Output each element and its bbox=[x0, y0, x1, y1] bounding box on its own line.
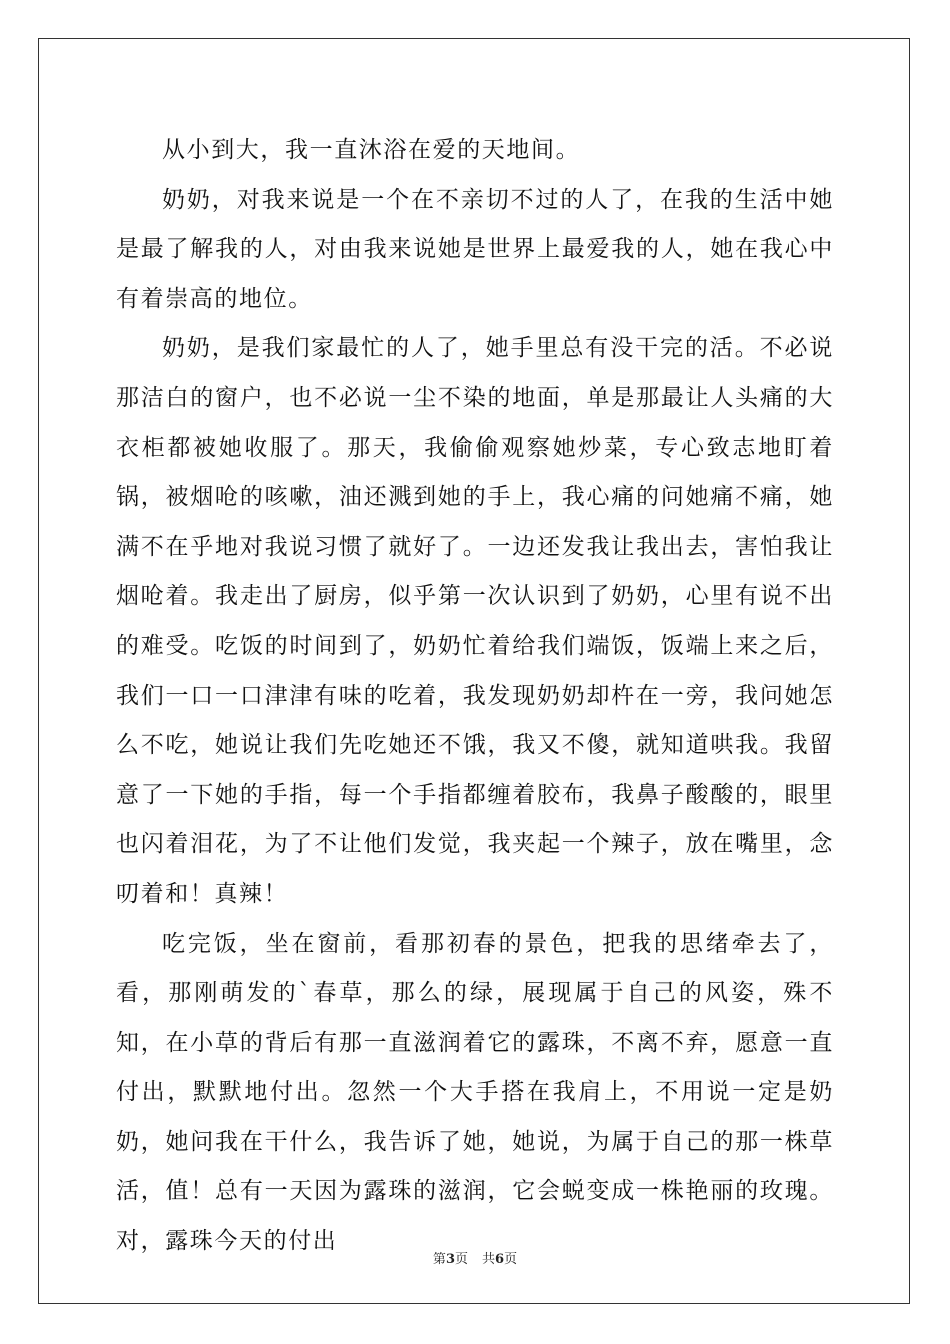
page-current: 3 bbox=[445, 1252, 455, 1267]
paragraph-2: 奶奶，对我来说是一个在不亲切不过的人了，在我的生活中她是最了解我的人，对由我来说她是世界上最爱我的人，她在我心中有着崇高的地位。 bbox=[116, 186, 834, 312]
page-suffix: 页 bbox=[454, 1252, 468, 1267]
paragraph-3: 奶奶，是我们家最忙的人了，她手里总有没干完的活。不必说那洁白的窗户，也不必说一尘不染的地面，单是那最让人头痛的大衣柜都被她收服了。那天，我偷偷观察她炒菜，专心致志地盯着锅，被烟呛的咳嗽，油还溅到她的手上，我心痛的问她痛不痛，她满不在乎地对我说习惯了就好了。一边还发我让我出去，害怕我让烟呛着。我走出了厨房，似乎第一次认识到了奶奶，心里有说不出的难受。吃饭的时间到了，奶奶忙着给我们端饭，饭端上来之后，我们一口一口津津有味的吃着，我发现奶奶却杵在一旁，我问她怎么不吃，她说让我们先吃她还不饿，我又不傻，就知道哄我。我留意了一下她的手指，每一个手指都缠着胶布，我鼻子酸酸的，眼里也闪着泪花，为了不让他们发觉，我夹起一个辣子，放在嘴里，念叨着和！真辣！ bbox=[116, 335, 834, 907]
document-body bbox=[116, 126, 834, 1267]
page-footer bbox=[0, 1248, 950, 1267]
page-prefix: 第 bbox=[432, 1252, 446, 1267]
total-prefix: 共 bbox=[482, 1252, 496, 1267]
paragraph-4: 吃完饭，坐在窗前，看那初春的景色，把我的思绪牵去了，看，那刚萌发的`春草，那么的绿，展现属于自己的风姿，殊不知，在小草的背后有那一直滋润着它的露珠，不离不弃，愿意一直付出，默默地付出。忽然一个大手搭在我肩上，不用说一定是奶奶，她问我在干什么，我告诉了她，她说，为属于自己的那一株草活，值！总有一天因为露珠的滋润，它会蜕变成一株艳丽的玫瑰。对，露珠今天的付出 bbox=[116, 930, 834, 1255]
page-total: 6 bbox=[495, 1252, 505, 1267]
total-suffix: 页 bbox=[504, 1252, 518, 1267]
paragraph-1: 从小到大，我一直沐浴在爱的天地间。 bbox=[162, 137, 581, 163]
